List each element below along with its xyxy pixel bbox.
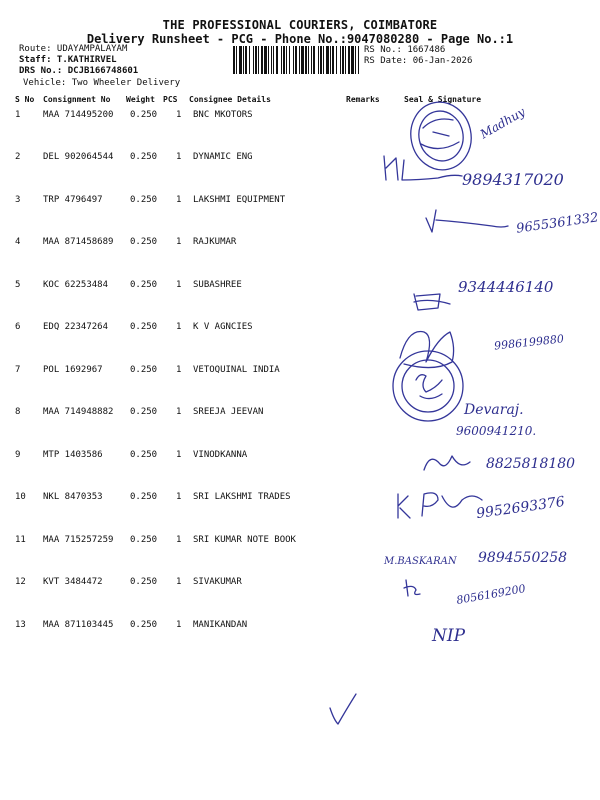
col-weight: Weight	[126, 95, 155, 104]
row-sno: 6	[15, 322, 21, 332]
row-sno: 2	[15, 152, 21, 162]
row5-phone: 9344446140	[458, 278, 554, 296]
rs-number: RS No.: 1667486	[364, 45, 446, 55]
row-consignment: EDQ 22347264	[43, 322, 109, 332]
row-weight: 0.250	[130, 322, 158, 332]
row-pcs: 1	[176, 152, 182, 162]
row-consignment: MTP 1403586	[43, 450, 103, 460]
row-pcs: 1	[176, 407, 182, 417]
row10-signature-scribble	[392, 486, 492, 526]
row-pcs: 1	[176, 492, 182, 502]
row-consignee: DYNAMIC ENG	[193, 152, 253, 162]
row-consignment: MAA 871103445	[43, 620, 114, 630]
row-consignment: KVT 3484472	[43, 577, 103, 587]
row-consignment: MAA 714948882	[43, 407, 114, 417]
drs-label: DRS No.: DCJB166748601	[19, 66, 139, 76]
rs-date: RS Date: 06-Jan-2026	[364, 56, 473, 66]
row-weight: 0.250	[130, 407, 158, 417]
row-sno: 11	[15, 535, 26, 545]
row-consignee: MANIKANDAN	[193, 620, 248, 630]
row9-phone: 8825818180	[486, 456, 576, 472]
row-consignee: VINODKANNA	[193, 450, 248, 460]
row-sno: 1	[15, 110, 21, 120]
row-pcs: 1	[176, 365, 182, 375]
row-consignment: POL 1692967	[43, 365, 103, 375]
row-weight: 0.250	[130, 110, 158, 120]
row-sno: 7	[15, 365, 21, 375]
col-consignee: Consignee Details	[189, 95, 271, 104]
row-pcs: 1	[176, 110, 182, 120]
table-row	[0, 620, 600, 636]
row-sno: 9	[15, 450, 21, 460]
row5-signature-scribble	[410, 286, 458, 316]
row-consignment: NKL 8470353	[43, 492, 103, 502]
row-sno: 5	[15, 280, 21, 290]
row-weight: 0.250	[130, 450, 158, 460]
col-remarks: Remarks	[346, 95, 380, 104]
vehicle-label: Vehicle: Two Wheeler Delivery	[23, 78, 181, 88]
row-consignee: RAJKUMAR	[193, 237, 237, 247]
row-pcs: 1	[176, 620, 182, 630]
row8-name: Devaraj.	[464, 402, 524, 418]
check-mark-icon	[324, 690, 364, 730]
row-pcs: 1	[176, 237, 182, 247]
row-sno: 12	[15, 577, 26, 587]
row-weight: 0.250	[130, 280, 158, 290]
table-row	[0, 280, 600, 296]
barcode-image	[233, 46, 359, 74]
row3-signature-scribble	[422, 204, 512, 240]
row2-signature-scribble	[378, 150, 468, 186]
row9-signature-scribble	[420, 446, 480, 476]
row12-phone: 9894550258	[478, 550, 568, 566]
row6-phone: 9986199880	[493, 332, 565, 353]
row-weight: 0.250	[130, 492, 158, 502]
row-consignee: SRI KUMAR NOTE BOOK	[193, 535, 296, 545]
row-consignee: BNC MKOTORS	[193, 110, 253, 120]
row-weight: 0.250	[130, 365, 158, 375]
col-consignment: Consignment No	[43, 95, 111, 104]
col-sno: S No	[15, 95, 35, 104]
row2-phone: 9894317020	[462, 170, 564, 189]
row-weight: 0.250	[130, 152, 158, 162]
row-consignee: LAKSHMI EQUIPMENT	[193, 195, 286, 205]
row-weight: 0.250	[130, 195, 158, 205]
row-consignment: DEL 902064544	[43, 152, 114, 162]
row-sno: 4	[15, 237, 21, 247]
row-pcs: 1	[176, 322, 182, 332]
row-weight: 0.250	[130, 535, 158, 545]
staff-label: Staff: T.KATHIRVEL	[19, 55, 117, 65]
row8-phone: 9600941210.	[456, 424, 537, 438]
row-consignee: SUBASHREE	[193, 280, 242, 290]
row-consignee: SRI LAKSHMI TRADES	[193, 492, 291, 502]
row-pcs: 1	[176, 280, 182, 290]
row-consignee: VETOQUINAL INDIA	[193, 365, 280, 375]
row-pcs: 1	[176, 577, 182, 587]
report-title: THE PROFESSIONAL COURIERS, COIMBATORE	[162, 18, 438, 32]
row-consignment: TRP 4796497	[43, 195, 103, 205]
table-row	[0, 110, 600, 126]
report-subtitle: Delivery Runsheet - PCG - Phone No.:9047080280 - Page No.:1	[86, 32, 514, 46]
row-consignment: MAA 871458689	[43, 237, 114, 247]
row-sno: 3	[15, 195, 21, 205]
table-row	[0, 407, 600, 423]
row-consignment: KOC 62253484	[43, 280, 109, 290]
row1-signature-name: Madhuy	[477, 104, 528, 142]
row-consignment: MAA 714495200	[43, 110, 114, 120]
row13-note: NIP	[432, 626, 466, 646]
row-sno: 8	[15, 407, 21, 417]
row-weight: 0.250	[130, 237, 158, 247]
table-row	[0, 152, 600, 168]
row-pcs: 1	[176, 195, 182, 205]
row12-signature-scribble	[400, 576, 430, 600]
table-row	[0, 577, 600, 593]
row-consignee: K V AGNCIES	[193, 322, 253, 332]
row-weight: 0.250	[130, 577, 158, 587]
route-label: Route: UDAYAMPALAYAM	[19, 44, 128, 54]
row-consignment: MAA 715257259	[43, 535, 114, 545]
table-row	[0, 365, 600, 381]
row-consignee: SREEJA JEEVAN	[193, 407, 264, 417]
table-row	[0, 492, 600, 508]
row-consignee: SIVAKUMAR	[193, 577, 242, 587]
col-seal-signature: Seal & Signature	[404, 95, 482, 104]
row-pcs: 1	[176, 535, 182, 545]
row-sno: 13	[15, 620, 26, 630]
row-weight: 0.250	[130, 620, 158, 630]
table-row	[0, 450, 600, 466]
row12-name: M.BASKARAN	[384, 556, 457, 567]
table-row	[0, 322, 600, 338]
row3-phone: 9655361332	[515, 210, 600, 237]
row-pcs: 1	[176, 450, 182, 460]
row-sno: 10	[15, 492, 26, 502]
company-stamp-row7	[390, 346, 470, 426]
col-pcs: PCS	[163, 95, 178, 104]
row10-phone: 9952693376	[475, 493, 566, 523]
table-row	[0, 535, 600, 551]
row12-phone-2: 8056169200	[455, 582, 527, 607]
